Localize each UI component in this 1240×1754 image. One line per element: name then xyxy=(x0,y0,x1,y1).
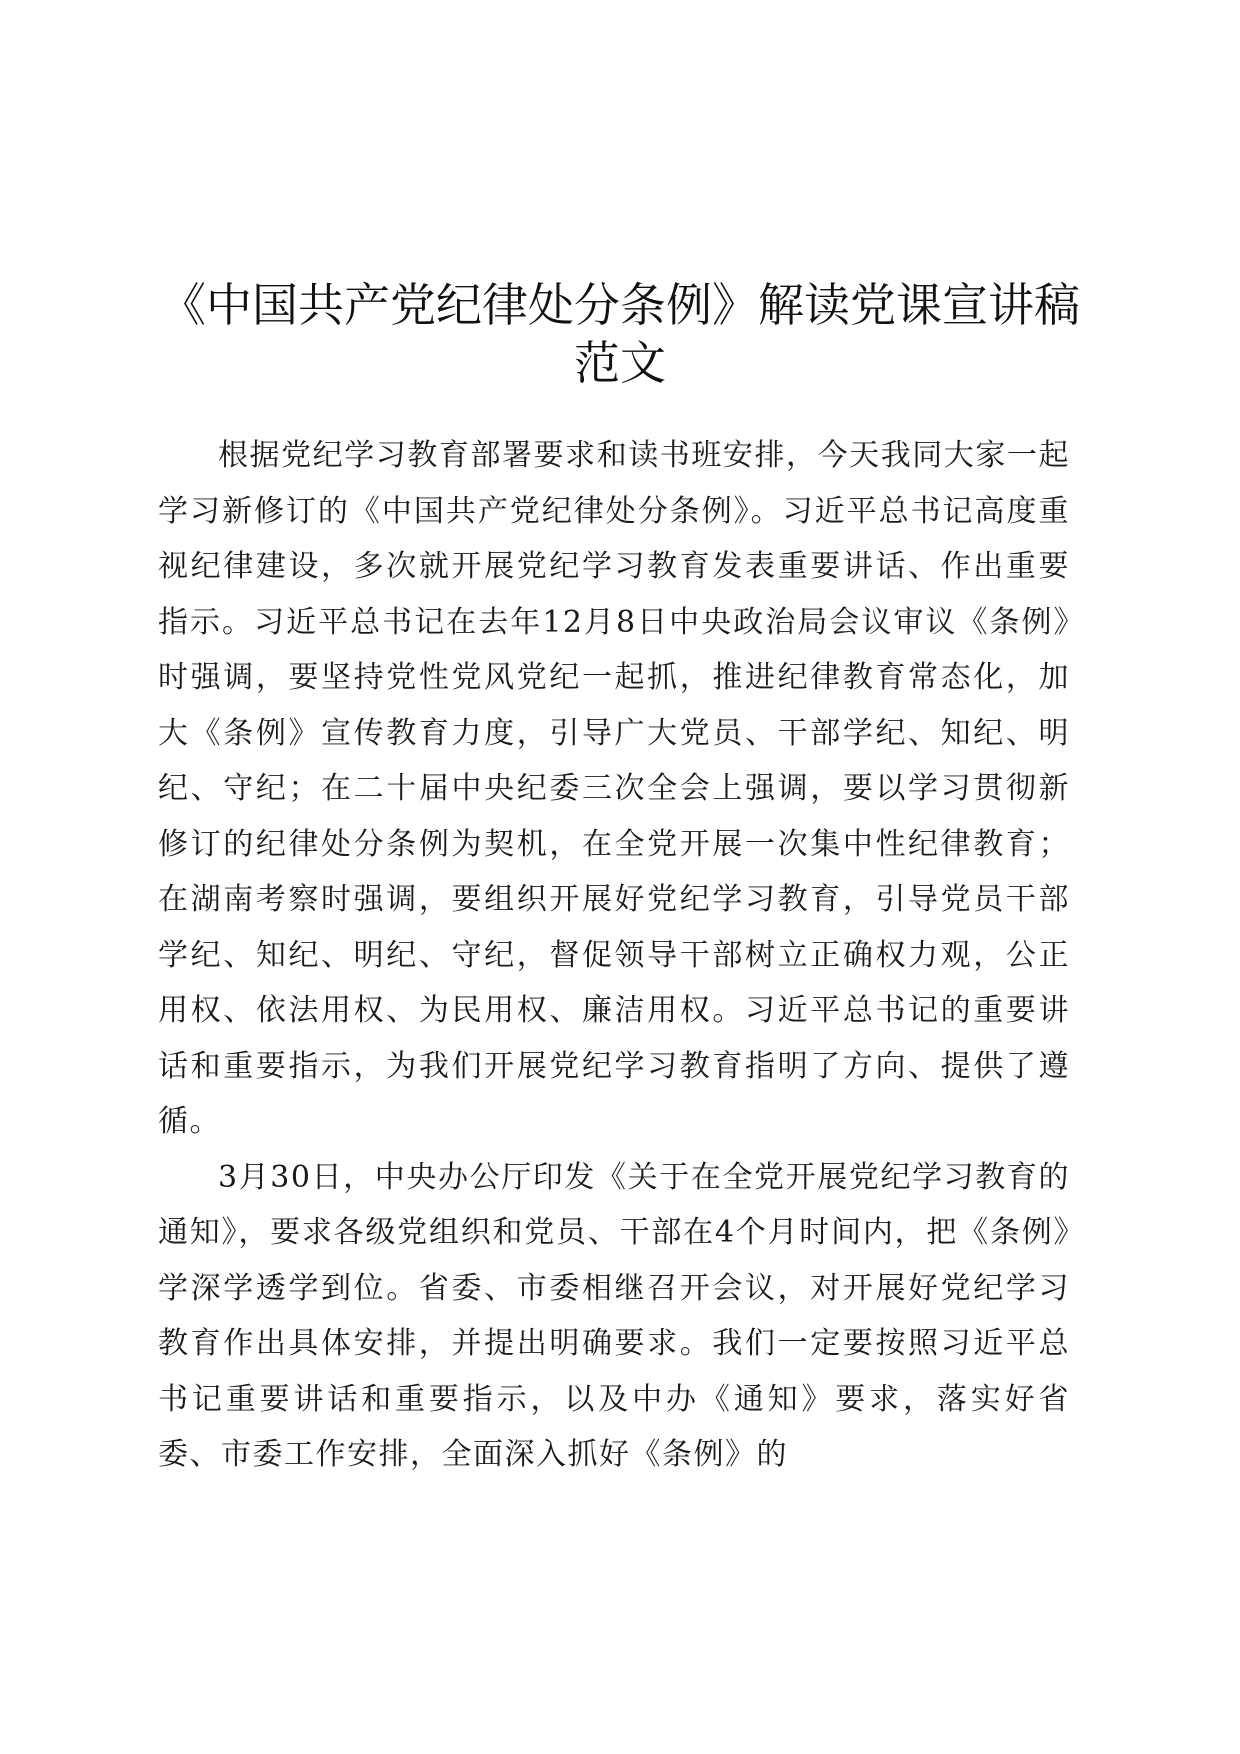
title-line-2: 范文 xyxy=(574,336,666,390)
document-body xyxy=(158,428,1070,1483)
title-line-1: 《中国共产党纪律处分条例》解读党课宣讲稿 xyxy=(160,278,1080,332)
paragraph-2: 3月30日，中央办公厅印发《关于在全党开展党纪学习教育的通知》，要求各级党组织和党员、干部在4个月时间内，把《条例》学深学透学到位。省委、市委相继召开会议，对开展好党纪学习教育作出具体安排，并提出明确要求。我们一定要按照习近平总书记重要讲话和重要指示，以及中办《通知》要求，落实好省委、市委工作安排，全面深入抓好《条例》的 xyxy=(158,1159,1070,1472)
paragraph-1: 根据党纪学习教育部署要求和读书班安排，今天我同大家一起学习新修订的《中国共产党纪律处分条例》。习近平总书记高度重视纪律建设，多次就开展党纪学习教育发表重要讲话、作出重要指示。习近平总书记在去年12月8日中央政治局会议审议《条例》时强调，要坚持党性党风党纪一起抓，推进纪律教育常态化，加大《条例》宣传教育力度，引导广大党员、干部学纪、知纪、明纪、守纪；在二十届中央纪委三次全会上强调，要以学习贯彻新修订的纪律处分条例为契机，在全党开展一次集中性纪律教育；在湖南考察时强调，要组织开展好党纪学习教育，引导党员干部学纪、知纪、明纪、守纪，督促领导干部树立正确权力观，公正用权、依法用权、为民用权、廉洁用权。习近平总书记的重要讲话和重要指示，为我们开展党纪学习教育指明了方向、提供了遵循。 xyxy=(158,438,1070,1139)
document-title xyxy=(140,276,1100,392)
